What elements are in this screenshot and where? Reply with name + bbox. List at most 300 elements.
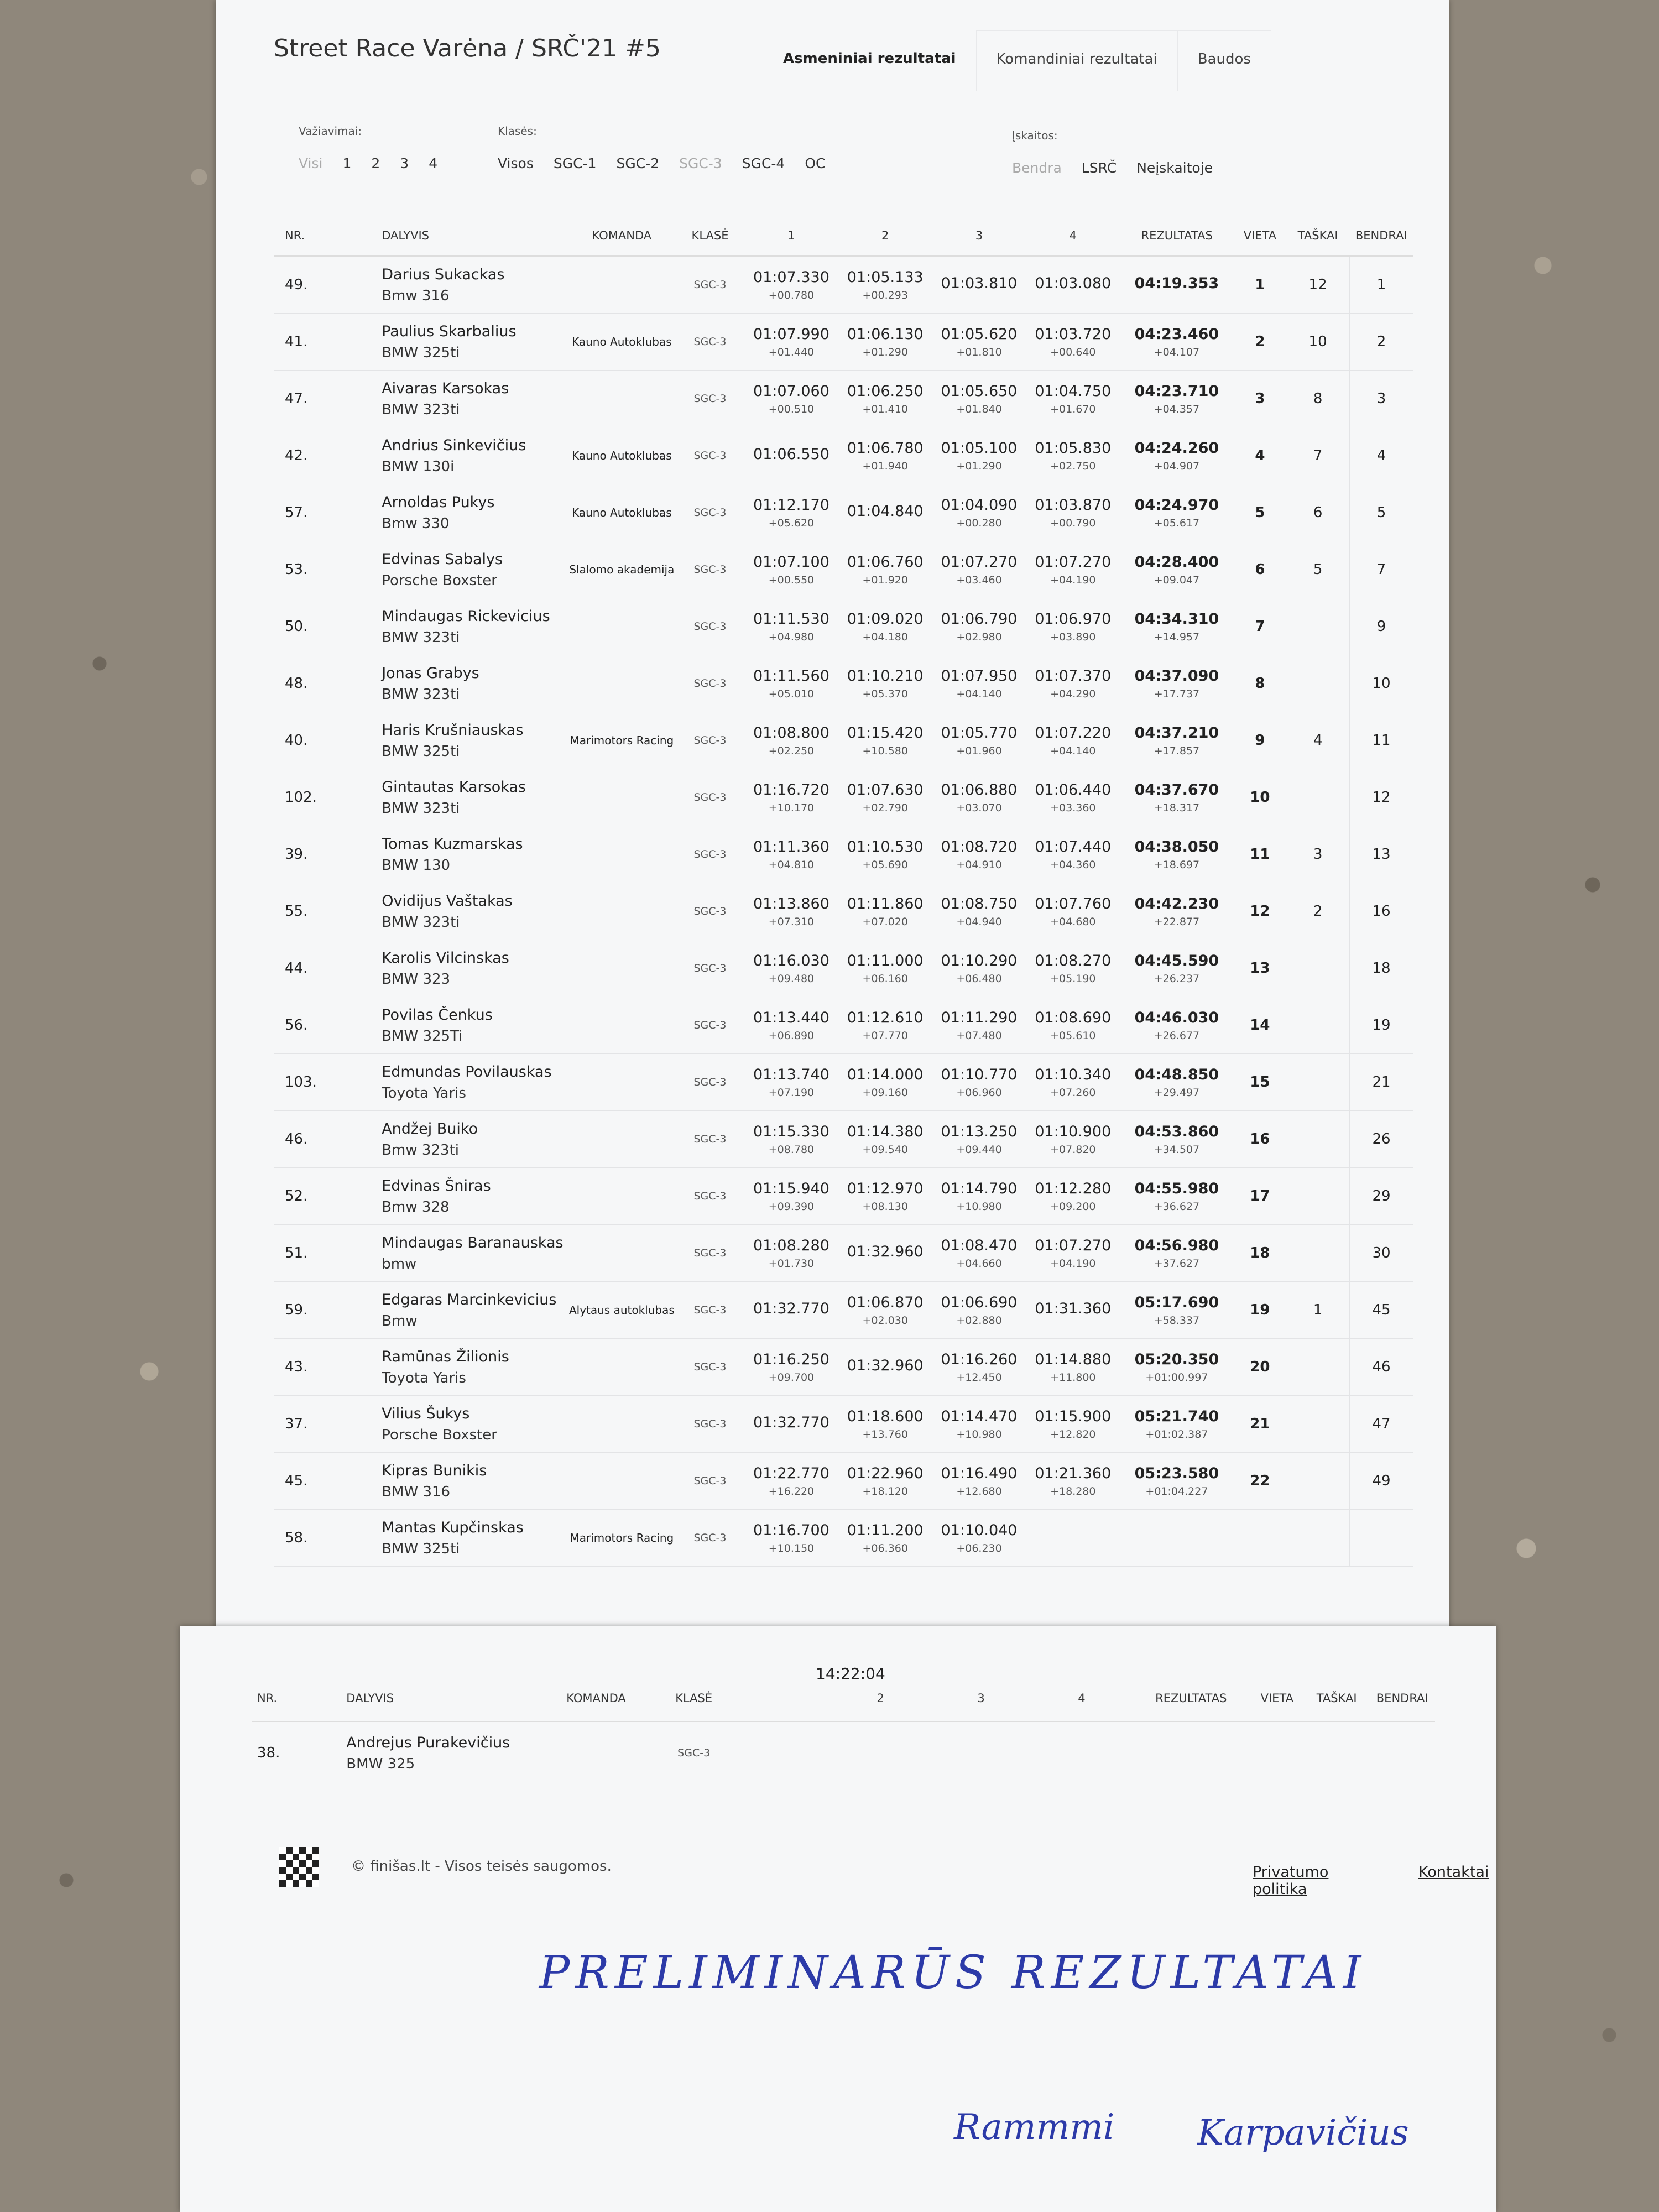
row-result [1120,541,1234,598]
run-gap: +04.810 [768,858,815,871]
overall: 13 [1372,846,1391,863]
row-nr [274,940,381,997]
class-name: SGC-3 [693,905,727,917]
row-result [1120,256,1234,314]
row-points [1286,712,1350,769]
run-gap: +12.680 [956,1485,1002,1498]
overall: 11 [1372,732,1391,749]
tab-penalties[interactable]: Baudos [1177,30,1271,91]
points: 10 [1308,333,1327,350]
result-time: 04:53.860 [1134,1123,1219,1140]
row-run-1 [744,1282,838,1339]
row-points [1286,314,1350,371]
driver-car: Bmw [382,1312,418,1329]
row-place [1234,1510,1286,1567]
row-nr [274,427,381,484]
driver-name: Aivaras Karsokas [382,379,509,397]
run-time: 01:03.720 [1035,325,1112,343]
row-run-3 [932,598,1026,655]
run-time: 01:05.620 [941,325,1018,343]
overall: 19 [1372,1017,1391,1034]
handwritten-preliminary-note: PRELIMINARŪS REZULTATAI [539,1947,1367,1999]
driver-name: Haris Krušniauskas [382,721,524,739]
driver-car: BMW 130 [382,857,451,874]
result-time: 05:21.740 [1134,1407,1219,1425]
run-gap: +10.150 [768,1542,815,1554]
row-points [1286,883,1350,940]
run-time: 01:07.990 [753,325,830,343]
place: 8 [1255,675,1265,692]
table-row [274,541,1413,598]
row-place [1234,883,1286,940]
row-run-4 [1026,598,1120,655]
row-overall [1350,940,1413,997]
row-result [1120,1225,1234,1282]
results-header-row [274,216,1413,256]
row-team [568,997,676,1054]
class-name: SGC-3 [693,450,727,462]
table-row [274,712,1413,769]
row-place [1234,1396,1286,1453]
row-run-2 [838,598,932,655]
row-run-1 [744,1453,838,1510]
driver-name: Edvinas Sabalys [382,550,503,568]
run-gap: +04.140 [956,687,1002,700]
run-time: 01:15.940 [753,1180,830,1197]
col-team: KOMANDA [568,216,676,256]
row-run-2 [838,1111,932,1168]
row-nr [274,1453,381,1510]
row-points [1286,1510,1350,1567]
run-gap: +00.640 [1050,346,1096,358]
run-time: 01:05.770 [941,724,1018,742]
place: 1 [1255,276,1265,293]
row-class [676,1054,744,1111]
run-gap: +01.810 [956,346,1002,358]
tab-individual-results[interactable]: Asmeniniai rezultatai [783,50,956,67]
row-run-4 [1026,940,1120,997]
class-option-oc[interactable]: OC [805,155,826,171]
driver-car: Toyota Yaris [382,1369,466,1386]
team-name: Slalomo akademija [569,563,675,576]
class-option-sgc1[interactable]: SGC-1 [553,155,597,171]
results-sheet-page-1 [216,0,1449,1637]
row-result [1120,1111,1234,1168]
row-place [1234,1225,1286,1282]
team-name: Marimotors Racing [570,734,674,747]
row-result [1120,1510,1234,1567]
row-team [568,1168,676,1225]
row-nr [274,712,381,769]
counts-filter-label: Įskaitos: [1012,129,1058,142]
row-class [676,997,744,1054]
row-driver [381,826,568,883]
row-nr [274,1396,381,1453]
row-team [568,314,676,371]
run-gap: +04.180 [862,630,908,643]
run-time: 01:14.880 [1035,1350,1112,1368]
row-driver [381,256,568,314]
start-number: 42. [285,447,308,464]
run-time: 01:08.270 [1035,952,1112,969]
row-class: SGC-3 [677,1747,711,1759]
start-number: 52. [285,1188,308,1204]
run-gap: +09.540 [862,1143,908,1156]
run-time: 01:32.770 [753,1413,830,1431]
run-gap: +06.890 [768,1029,815,1042]
run-gap: +07.480 [956,1029,1002,1042]
place: 4 [1255,447,1265,464]
row-run-4 [1026,427,1120,484]
result-time: 04:23.710 [1134,382,1219,400]
row-team [568,484,676,541]
runs-option-1[interactable]: 1 [342,155,352,171]
row-run-1 [744,371,838,427]
run-gap: +06.480 [956,972,1002,985]
row-team [568,712,676,769]
class-option-sgc3[interactable]: SGC-3 [679,155,722,171]
start-number: 40. [285,732,308,749]
place: 6 [1255,561,1265,578]
run-gap: +00.790 [1050,517,1096,529]
table-row [274,769,1413,826]
row-run-4 [1026,655,1120,712]
row-class [676,883,744,940]
row-driver [346,1721,534,1784]
row-overall [1350,1510,1413,1567]
row-overall [1350,314,1413,371]
privacy-policy-link[interactable]: Privatumo politika [1253,1864,1329,1898]
start-number: 53. [285,561,308,578]
row-run-1 [744,1111,838,1168]
row-run-2 [838,1339,932,1396]
driver-name: Kipras Bunikis [382,1462,487,1479]
runs-option-4[interactable]: 4 [429,155,438,171]
row-run-4 [1026,1282,1120,1339]
table-row [274,1396,1413,1453]
page-footer [279,1847,1489,1898]
row-result [1120,1396,1234,1453]
row-overall [1350,371,1413,427]
result-time: 04:19.353 [1134,274,1219,292]
row-run-3 [932,826,1026,883]
points: 8 [1313,390,1323,407]
overall: 30 [1372,1245,1391,1261]
overall: 29 [1372,1188,1391,1204]
row-overall [1350,598,1413,655]
run-gap: +02.790 [862,801,908,814]
run-gap: +00.780 [768,289,815,301]
run-time: 01:16.720 [753,781,830,799]
row-driver [381,712,568,769]
row-run-4 [1026,541,1120,598]
driver-name: Darius Sukackas [382,265,505,283]
overall: 10 [1372,675,1391,692]
row-run-4 [1026,1453,1120,1510]
row-driver [381,1510,568,1567]
overall: 46 [1372,1359,1391,1375]
driver-name: Edmundas Povilauskas [382,1063,552,1081]
result-time: 04:34.310 [1134,610,1219,628]
row-result [1120,769,1234,826]
run-time: 01:07.370 [1035,667,1112,685]
result-gap: +17.737 [1154,687,1200,700]
start-number: 39. [285,846,308,863]
row-run-2 [838,1054,932,1111]
start-number: 49. [285,276,308,293]
row-place [1234,541,1286,598]
row-team [568,1453,676,1510]
row-run-1 [744,1054,838,1111]
class-name: SGC-3 [693,677,727,690]
driver-car: BMW 130i [382,458,455,475]
team-name: Kauno Autoklubas [572,335,672,348]
result-gap: +04.357 [1154,403,1200,415]
row-run-1 [744,1339,838,1396]
run-time: 01:16.250 [753,1350,830,1368]
tab-team-results[interactable]: Komandiniai rezultatai [976,30,1177,91]
run-time: 01:16.700 [753,1521,830,1539]
row-run-1 [744,484,838,541]
run-time: 01:06.970 [1035,610,1112,628]
result-time: 04:24.970 [1134,496,1219,514]
row-run-2 [838,826,932,883]
contacts-link[interactable]: Kontaktai [1418,1864,1489,1881]
driver-name: Paulius Skarbalius [382,322,517,340]
table-row [274,1054,1413,1111]
run-time: 01:10.900 [1035,1123,1112,1140]
row-run-1 [744,256,838,314]
driver-car: Bmw 316 [382,287,450,304]
class-name: SGC-3 [693,1361,727,1373]
row-driver [381,769,568,826]
page-title: Street Race Varėna / SRČ'21 #5 [274,34,661,62]
row-points [1286,427,1350,484]
col2-place: VIETA [1250,1676,1304,1721]
run-gap: +04.290 [1050,687,1096,700]
run-time: 01:32.960 [847,1357,924,1374]
row-class [676,940,744,997]
overall: 47 [1372,1416,1391,1432]
table-row [252,1721,1435,1784]
row-nr [274,1339,381,1396]
run-time: 01:08.750 [941,895,1018,912]
row-nr [274,256,381,314]
runs-option-2[interactable]: 2 [371,155,380,171]
result-gap: +17.857 [1154,744,1200,757]
row-run-2 [838,1396,932,1453]
run-gap: +09.480 [768,972,815,985]
run-time: 01:13.740 [753,1066,830,1083]
print-timestamp: 14:22:04 [816,1665,885,1683]
class-option-sgc2[interactable]: SGC-2 [616,155,660,171]
run-time: 01:10.290 [941,952,1018,969]
row-points [1286,940,1350,997]
row-place [1234,1339,1286,1396]
row-run-2 [838,769,932,826]
run-gap: +10.980 [956,1428,1002,1441]
row-team [534,1721,658,1784]
row-run-2 [838,1168,932,1225]
row-result [1120,655,1234,712]
run-time: 01:07.060 [753,382,830,400]
row-class [676,655,744,712]
overall: 9 [1376,618,1386,635]
row-result [1120,1282,1234,1339]
col-run-3: 3 [932,216,1026,256]
run-gap: +06.230 [956,1542,1002,1554]
col2-team: KOMANDA [534,1676,658,1721]
start-number: 50. [285,618,308,635]
row-run-3 [932,1510,1026,1567]
run-gap: +05.690 [862,858,908,871]
table-row [274,655,1413,712]
run-time: 01:11.860 [847,895,924,912]
row-run-2 [838,541,932,598]
run-time: 01:15.330 [753,1123,830,1140]
start-number: 44. [285,960,308,977]
table-row [274,598,1413,655]
result-gap: +05.617 [1154,517,1200,529]
run-time: 01:10.770 [941,1066,1018,1083]
run-time: 01:11.200 [847,1521,924,1539]
run-time: 01:16.030 [753,952,830,969]
overall: 12 [1372,789,1391,806]
result-gap: +01:00.997 [1145,1371,1208,1384]
result-gap: +29.497 [1154,1086,1200,1099]
row-overall [1350,256,1413,314]
team-name: Alytaus autoklubas [568,1303,675,1317]
driver-name: Jonas Grabys [382,664,479,682]
row-run-1 [744,655,838,712]
points: 7 [1313,447,1323,464]
results-sheet-page-2 [180,1626,1496,2212]
row-run-4 [1026,826,1120,883]
row-run-4 [1026,256,1120,314]
driver-name: Tomas Kuzmarskas [382,835,523,853]
row-nr [274,1225,381,1282]
row-place [1234,769,1286,826]
driver-car: BMW 325ti [382,344,460,361]
driver-name: Mindaugas Baranauskas [382,1234,564,1251]
col2-class: KLASĖ [658,1676,729,1721]
run-gap: +08.780 [768,1143,815,1156]
run-time: 01:08.470 [941,1237,1018,1254]
start-number: 37. [285,1416,308,1432]
row-overall [1350,769,1413,826]
start-number: 45. [285,1473,308,1489]
row-overall [1350,541,1413,598]
count-option-lsrc[interactable]: LSRČ [1081,160,1117,176]
row-run-1 [744,541,838,598]
row-run-3 [932,997,1026,1054]
row-run-3 [932,1168,1026,1225]
row-run-4 [1026,712,1120,769]
place: 19 [1250,1302,1270,1318]
driver-car: BMW 325Ti [382,1027,463,1045]
run-time: 01:07.270 [1035,553,1112,571]
class-name: SGC-3 [693,1076,727,1088]
run-gap: +16.220 [768,1485,815,1498]
row-class [676,314,744,371]
results-table [274,216,1413,1567]
col-points: TAŠKAI [1286,216,1350,256]
count-option-general[interactable]: Bendra [1012,160,1062,176]
col2-run-4: 4 [1031,1676,1132,1721]
row-class [676,1282,744,1339]
row-nr [274,1111,381,1168]
row-run-2 [838,1282,932,1339]
row-nr: 38. [257,1745,280,1761]
row-points [1286,484,1350,541]
run-time: 01:22.960 [847,1464,924,1482]
runs-option-3[interactable]: 3 [400,155,409,171]
row-team [568,427,676,484]
run-time: 01:10.210 [847,667,924,685]
results-body [274,256,1413,1567]
class-option-all[interactable]: Visos [498,155,534,171]
run-gap: +13.760 [862,1428,908,1441]
class-option-sgc4[interactable]: SGC-4 [742,155,785,171]
table-row [274,883,1413,940]
row-points [1286,1396,1350,1453]
row-driver [381,541,568,598]
row-place [1234,371,1286,427]
run-gap: +01.670 [1050,403,1096,415]
run-gap: +04.140 [1050,744,1096,757]
row-run-3 [932,256,1026,314]
count-option-not-counted[interactable]: Neįskaitoje [1136,160,1213,176]
row-nr [274,371,381,427]
run-time: 01:06.790 [941,610,1018,628]
start-number: 59. [285,1302,308,1318]
run-gap: +04.360 [1050,858,1096,871]
run-gap: +04.910 [956,858,1002,871]
run-time: 01:06.690 [941,1293,1018,1311]
run-time: 01:13.250 [941,1123,1018,1140]
run-gap: +04.940 [956,915,1002,928]
place: 22 [1250,1473,1270,1489]
row-run-2 [838,997,932,1054]
run-time: 01:06.780 [847,439,924,457]
driver-name: Andrejus Purakevičius [346,1734,510,1751]
class-name: SGC-3 [693,1475,727,1487]
driver-name: Mindaugas Rickevicius [382,607,550,625]
run-time: 01:21.360 [1035,1464,1112,1482]
run-time: 01:11.290 [941,1009,1018,1026]
result-time: 04:37.210 [1134,724,1219,742]
run-gap: +09.700 [768,1371,815,1384]
row-points [1286,256,1350,314]
run-time: 01:07.630 [847,781,924,799]
run-time: 01:32.960 [847,1243,924,1260]
run-gap: +07.770 [862,1029,908,1042]
result-time: 05:20.350 [1134,1350,1219,1368]
row-driver [381,314,568,371]
result-gap: +01:04.227 [1145,1485,1208,1498]
overall: 21 [1372,1074,1391,1091]
driver-car: Toyota Yaris [382,1084,466,1102]
handwritten-signature-2: Karpavičius [1197,2112,1409,2153]
row-team [568,655,676,712]
row-run-4 [1026,883,1120,940]
runs-option-all[interactable]: Visi [299,155,323,171]
result-time: 04:23.460 [1134,325,1219,343]
driver-car: BMW 316 [382,1483,451,1500]
class-name: SGC-3 [693,1133,727,1145]
checkered-flag-logo [279,1847,319,1887]
row-run-4 [1026,1168,1120,1225]
